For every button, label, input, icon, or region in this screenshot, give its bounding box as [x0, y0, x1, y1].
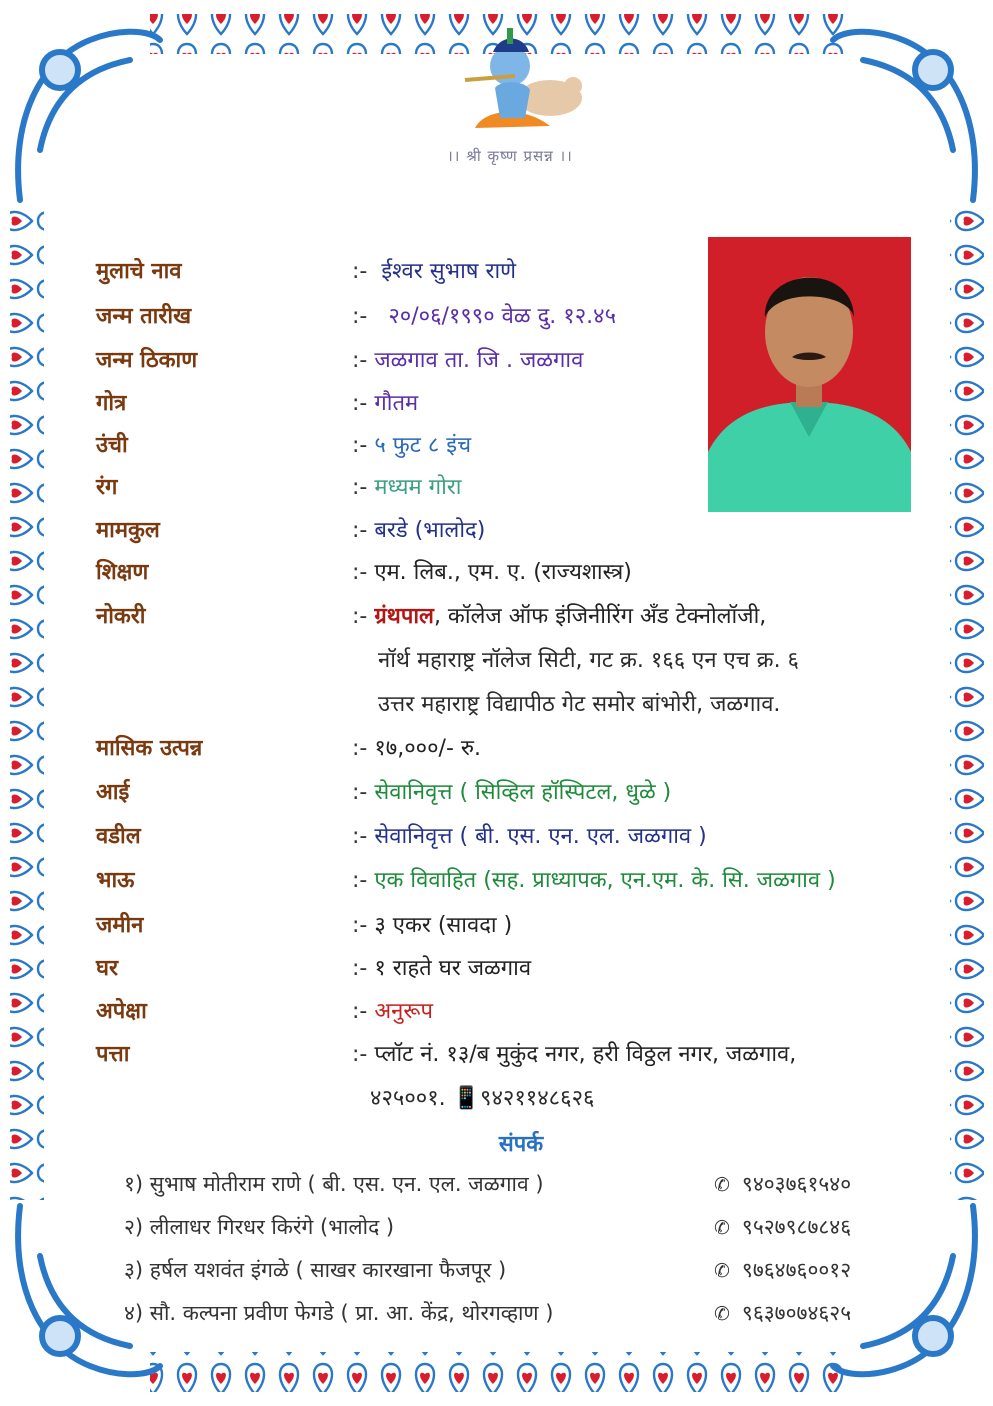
field-brother	[0, 864, 993, 904]
field-separator: :-	[352, 304, 368, 329]
contact-name: २) लीलाधर गिरधर किरंगे (भालोद )	[124, 1215, 395, 1239]
field-father	[0, 820, 993, 860]
contact-row	[124, 1170, 884, 1208]
field-separator: :-	[352, 259, 368, 284]
field-expectation	[0, 995, 993, 1035]
field-education	[0, 556, 993, 596]
phone-icon: ✆	[714, 1174, 730, 1196]
field-value: एक विवाहित (सह. प्राध्यापक, एन.एम. के. सि. जळगाव )	[374, 868, 836, 893]
field-label: भाऊ	[96, 868, 135, 893]
krishna-illustration	[455, 18, 590, 143]
field-groom-name	[0, 255, 993, 295]
field-value: ३ एकर (सावदा )	[374, 913, 513, 938]
field-separator: :-	[352, 999, 368, 1024]
field-separator: :-	[352, 348, 368, 373]
field-value: प्लॉट नं. १३/ब मुकुंद नगर, हरी विठ्ठल नगर, जळगाव,	[374, 1042, 797, 1067]
page-tagline: ।। श्री कृष्ण प्रसन्न ।।	[447, 147, 573, 165]
field-separator: :-	[352, 956, 368, 981]
field-address	[0, 1038, 993, 1078]
field-monthly-income	[0, 732, 993, 772]
field-separator: :-	[352, 518, 368, 543]
field-address-line-2	[0, 1082, 993, 1122]
field-value: एम. लिब., एम. ए. (राज्यशास्त्र)	[374, 560, 632, 585]
field-gotra	[0, 387, 993, 427]
field-mother	[0, 776, 993, 816]
field-job-line-3	[0, 688, 993, 728]
field-label: पत्ता	[96, 1042, 130, 1067]
contact-phone: ९६३७०७४६२५	[741, 1301, 852, 1325]
field-separator: :-	[352, 560, 368, 585]
field-label: घर	[96, 956, 119, 981]
field-label: वडील	[96, 824, 141, 849]
field-label: शिक्षण	[96, 560, 149, 585]
field-value: मध्यम गोरा	[374, 475, 462, 500]
field-value: जळगाव ता. जि . जळगाव	[374, 348, 584, 373]
field-label: मामकुल	[96, 518, 160, 543]
field-label: अपेक्षा	[96, 999, 147, 1024]
field-maternal-family	[0, 514, 993, 554]
field-label: जमीन	[96, 913, 144, 938]
field-separator: :-	[352, 868, 368, 893]
mobile-phone-icon: 📱	[452, 1086, 481, 1111]
phone-icon: ✆	[714, 1217, 730, 1239]
contact-row	[124, 1256, 884, 1294]
corner-ornament-top-right	[833, 32, 975, 200]
contact-row	[124, 1213, 884, 1251]
field-value: , कॉलेज ऑफ इंजिनीरिंग अँड टेक्नोलॉजी,	[433, 604, 767, 629]
address-pincode: ४२५००१.	[370, 1086, 446, 1111]
field-label: जन्म ठिकाण	[96, 348, 198, 373]
field-separator: :-	[352, 824, 368, 849]
field-separator: :-	[352, 780, 368, 805]
contacts-heading: संपर्क	[498, 1132, 544, 1157]
field-separator: :-	[352, 736, 368, 761]
field-value-continued: नॉर्थ महाराष्ट्र नॉलेज सिटी, गट क्र. १६६ एन एच क्र. ६	[378, 648, 800, 673]
address-mobile: ९४२११४८६२६	[480, 1086, 595, 1111]
field-complexion	[0, 471, 993, 511]
field-birth-place	[0, 344, 993, 384]
field-separator: :-	[352, 475, 368, 500]
field-separator: :-	[352, 1042, 368, 1067]
field-label: मासिक उत्पन्न	[96, 736, 203, 761]
field-value: सेवानिवृत्त ( सिव्हिल हॉस्पिटल, धुळे )	[374, 780, 672, 805]
field-value: गौतम	[374, 391, 419, 416]
field-separator: :-	[352, 604, 368, 629]
field-value: २०/०६/१९९० वेळ दु. १२.४५	[388, 304, 617, 329]
contact-phone: ९४०३७६१५४०	[741, 1172, 852, 1196]
corner-ornament-top-left	[18, 32, 160, 200]
field-birth-date	[0, 300, 993, 340]
contact-row	[124, 1299, 884, 1337]
field-label: मुलाचे नाव	[96, 259, 182, 284]
field-value: ५ फुट ८ इंच	[374, 433, 472, 458]
field-job-line-2	[0, 644, 993, 684]
field-separator: :-	[352, 913, 368, 938]
job-title: ग्रंथपाल	[374, 604, 434, 629]
contact-phone: ९७६४७६००१२	[741, 1258, 852, 1282]
field-label: जन्म तारीख	[96, 304, 192, 329]
field-label: आई	[96, 780, 130, 805]
contact-name: १) सुभाष मोतीराम राणे ( बी. एस. एन. एल. जळगाव )	[124, 1172, 544, 1196]
field-value: बरडे (भालोद)	[374, 518, 486, 543]
field-value: अनुरूप	[374, 999, 433, 1024]
contact-name: ४) सौ. कल्पना प्रवीण फेगडे ( प्रा. आ. केंद्र, थोरगव्हाण )	[124, 1301, 554, 1325]
field-label: उंची	[96, 433, 128, 458]
field-label: गोत्र	[96, 391, 127, 416]
field-label: नोकरी	[96, 604, 146, 629]
field-job	[0, 600, 993, 640]
field-value: १७,०००/- रु.	[374, 736, 482, 761]
field-separator: :-	[352, 433, 368, 458]
phone-icon: ✆	[714, 1260, 730, 1282]
field-value-continued: उत्तर महाराष्ट्र विद्यापीठ गेट समोर बांभोरी, जळगाव.	[378, 692, 781, 717]
field-value: १ राहते घर जळगाव	[374, 956, 532, 981]
contact-name: ३) हर्षल यशवंत इंगळे ( साखर कारखाना फैजपूर )	[124, 1258, 507, 1282]
field-value: सेवानिवृत्त ( बी. एस. एन. एल. जळगाव )	[374, 824, 707, 849]
field-house	[0, 952, 993, 992]
field-height	[0, 429, 993, 469]
contact-phone: ९५२७९८७८४६	[741, 1215, 852, 1239]
field-land	[0, 909, 993, 949]
field-value: ईश्वर सुभाष राणे	[381, 259, 517, 284]
phone-icon: ✆	[714, 1303, 730, 1325]
field-label: रंग	[96, 475, 118, 500]
field-separator: :-	[352, 391, 368, 416]
